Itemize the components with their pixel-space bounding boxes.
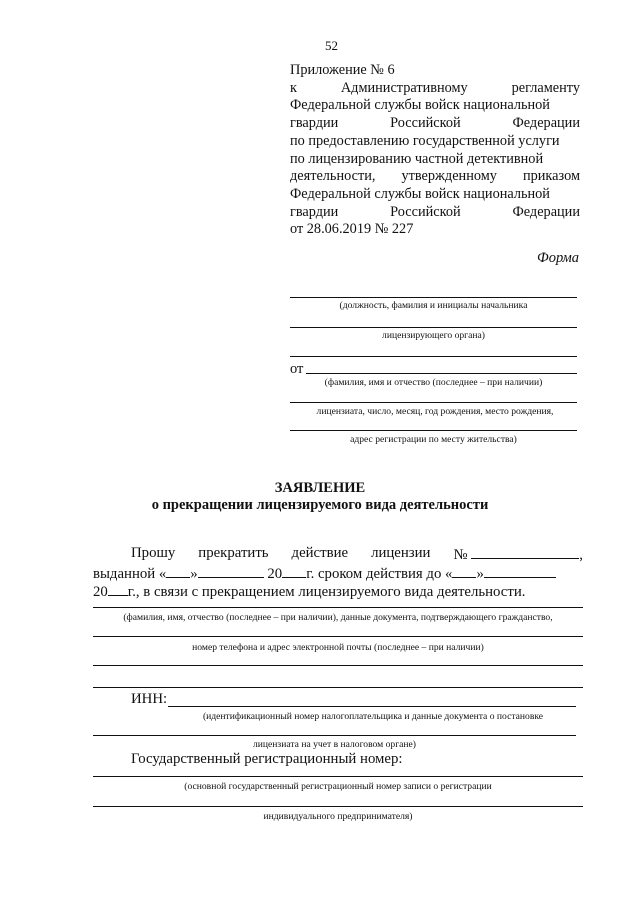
addressee-line[interactable] [290, 356, 577, 357]
request-word: прекратить [198, 545, 269, 561]
appendix-line: по предоставлению государственной услуги [290, 132, 560, 149]
appendix-line: Федеральной службы войск национальной [290, 185, 550, 202]
applicant-line[interactable] [290, 402, 577, 403]
appendix-word: гвардии [290, 115, 339, 132]
request-line [93, 564, 556, 583]
issued-label: выданной « [93, 566, 167, 582]
appendix-word: утвержденному [401, 168, 497, 185]
year-prefix: 20 [267, 566, 283, 582]
inn-caption: лицензиата на учет в налоговом органе) [252, 739, 416, 750]
quote-close: » [476, 566, 484, 582]
appendix-word: Федерации [512, 203, 580, 220]
issue-day-field[interactable] [166, 564, 190, 578]
appendix-line: по лицензированию частной детективной [290, 150, 544, 167]
valid-year-field[interactable] [108, 582, 128, 596]
document-title: ЗАЯВЛЕНИЕ [274, 480, 366, 496]
details-caption: (фамилия, имя, отчество (последнее – при наличии), данные документа, подтверждающего гражданство, [123, 612, 553, 623]
appendix-line [290, 204, 580, 222]
addressee-caption: (должность, фамилия и инициалы начальника [339, 300, 528, 311]
year-prefix: 20 [93, 584, 108, 600]
appendix-line [290, 115, 580, 133]
ogrn-label: Государственный регистрационный номер: [131, 751, 403, 767]
comma: , [579, 547, 583, 563]
license-number-field[interactable] [471, 545, 579, 559]
valid-day-field[interactable] [452, 564, 476, 578]
applicant-caption: адрес регистрации по месту жительства) [350, 434, 517, 445]
ogrn-field[interactable] [93, 776, 583, 777]
ogrn-caption: (основной государственный регистрационный номер записи о регистрации [184, 781, 492, 792]
license-number-sign: № [453, 547, 468, 563]
appendix-word: Российской [390, 203, 461, 220]
document-subtitle: о прекращении лицензируемого вида деятельности [151, 497, 489, 513]
appendix-line [290, 80, 580, 98]
details-line[interactable] [93, 636, 583, 637]
details-line[interactable] [93, 607, 583, 608]
request-word: Прошу [131, 545, 176, 561]
inn-label: ИНН: [131, 691, 168, 707]
appendix-word: Федерации [512, 115, 580, 132]
ogrn-caption: индивидуального предпринимателя) [263, 811, 413, 822]
applicant-caption: (фамилия, имя и отчество (последнее – при наличии) [324, 377, 543, 388]
details-line[interactable] [93, 665, 583, 666]
applicant-line[interactable] [290, 430, 577, 431]
reason-text: г., в связи с прекращением лицензируемого вида деятельности. [127, 584, 526, 600]
from-label: от [290, 361, 304, 377]
addressee-caption: лицензирующего органа) [382, 330, 485, 341]
addressee-line[interactable] [290, 297, 577, 298]
appendix-word: Административному [340, 79, 468, 96]
request-line [93, 582, 525, 601]
valid-month-field[interactable] [484, 564, 556, 578]
request-line [131, 545, 583, 564]
appendix-word: к [290, 79, 297, 96]
request-word: лицензии [371, 545, 431, 561]
appendix-line: Федеральной службы войск национальной [290, 97, 550, 114]
addressee-line[interactable] [290, 327, 577, 328]
appendix-line: от 28.06.2019 № 227 [290, 221, 414, 238]
issue-year-field[interactable] [282, 564, 306, 578]
issue-month-field[interactable] [198, 564, 264, 578]
quote-close: » [190, 566, 198, 582]
form-label: Форма [537, 250, 579, 266]
inn-caption: (идентификационный номер налогоплательщика и данные документа о постановке [202, 711, 544, 722]
details-line[interactable] [93, 687, 583, 688]
applicant-caption: лицензиата, число, месяц, год рождения, место рождения, [316, 406, 554, 417]
details-caption: номер телефона и адрес электронной почты (последнее – при наличии) [192, 642, 484, 653]
appendix-word: деятельности, [290, 168, 376, 185]
ogrn-line[interactable] [93, 806, 583, 807]
valid-until-label: г. сроком действия до « [306, 566, 453, 582]
inn-field[interactable] [168, 706, 576, 707]
appendix-word: гвардии [290, 203, 339, 220]
inn-line[interactable] [93, 735, 576, 736]
appendix-block [290, 62, 580, 239]
request-word: действие [291, 545, 349, 561]
appendix-line [290, 168, 580, 186]
applicant-line[interactable] [306, 373, 577, 374]
appendix-word: регламенту [511, 79, 580, 96]
appendix-word: приказом [522, 168, 580, 185]
page-number: 52 [325, 38, 338, 53]
appendix-word: Российской [390, 115, 461, 132]
appendix-line: Приложение № 6 [290, 62, 395, 78]
